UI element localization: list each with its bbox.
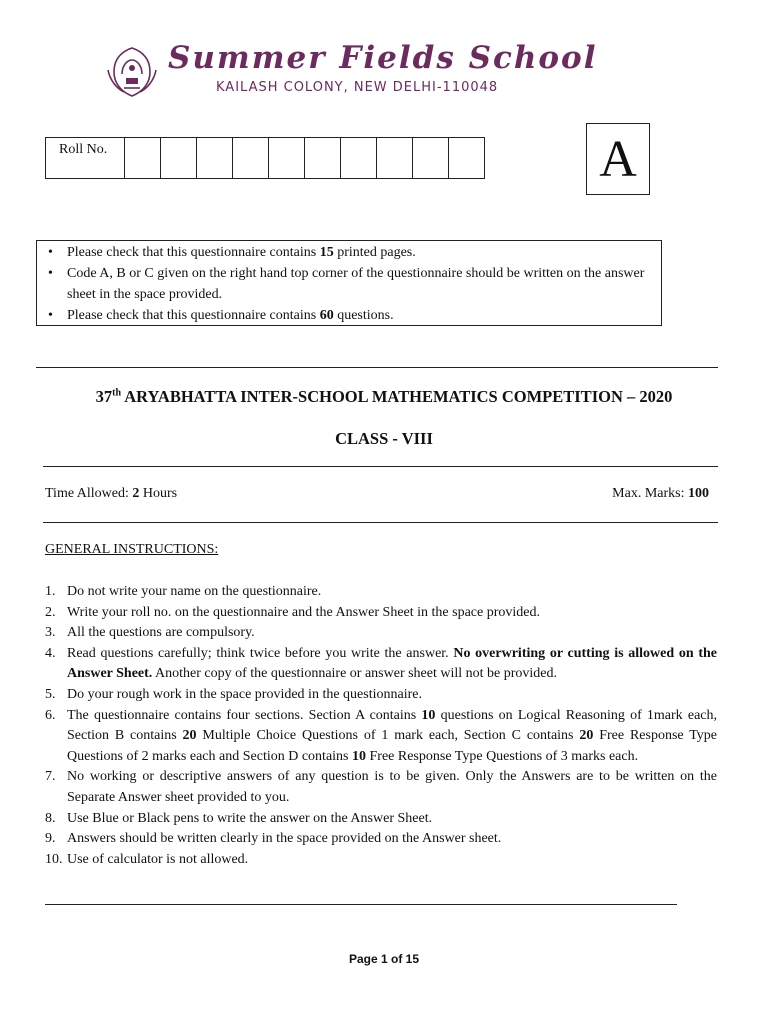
time-allowed: Time Allowed: 2 Hours (45, 486, 178, 501)
school-address: KAILASH COLONY, NEW DELHI-110048 (216, 80, 499, 95)
instruction-number: 7. (45, 769, 56, 785)
instruction-item: 6. The questionnaire contains four sections. Section A contains 10 questions on Logical Reasoning of 1mark each, Section B contains 20 Multiple Choice Questions of 1 mark each, Section C contains 20 Free Response Type Questions of 2 marks each and Section D contains 10 Free Response Type Questions of 3 marks each. (45, 707, 717, 764)
roll-number-cell[interactable] (341, 138, 377, 178)
notice-box (36, 240, 662, 326)
roll-number-cell[interactable] (377, 138, 413, 178)
roll-number-cell[interactable] (125, 138, 161, 178)
instruction-number: 6. (45, 707, 56, 723)
class-title: CLASS - VIII (335, 429, 433, 448)
divider (43, 522, 718, 523)
page-number: Page 1 of 15 (348, 952, 420, 966)
instruction-item: 8. Use Blue or Black pens to write the answer on the Answer Sheet. (45, 809, 717, 830)
general-instructions-title: GENERAL INSTRUCTIONS: (45, 542, 219, 557)
school-name: Summer Fields School (168, 40, 598, 76)
instruction-item: 2. Write your roll no. on the questionnaire and the Answer Sheet in the space provided. (45, 603, 717, 624)
roll-number-cell[interactable] (233, 138, 269, 178)
divider (43, 466, 718, 467)
divider (36, 367, 718, 368)
instruction-item: 5. Do your rough work in the space provided in the questionnaire. (45, 685, 717, 706)
roll-number-label: Roll No. (46, 138, 125, 178)
roll-number-cell[interactable] (413, 138, 449, 178)
roll-number-cell[interactable] (269, 138, 305, 178)
instruction-number: 1. (45, 584, 56, 599)
divider (45, 904, 677, 905)
roll-number-cell[interactable] (197, 138, 233, 178)
competition-title: 37th ARYABHATTA INTER-SCHOOL MATHEMATICS COMPETITION – 2020 (95, 387, 673, 406)
instruction-item: 1. Do not write your name on the questionnaire. (45, 582, 717, 603)
roll-number-cell[interactable] (161, 138, 197, 178)
instruction-number: 9. (45, 831, 56, 847)
instruction-number: 3. (45, 625, 56, 641)
instruction-item: 3. All the questions are compulsory. (45, 623, 717, 644)
instruction-number: 4. (45, 645, 56, 661)
roll-number-cell[interactable] (305, 138, 341, 178)
instruction-number: 5. (45, 686, 56, 702)
instruction-item: 7. No working or descriptive answers of any question is to be given. Only the Answers are to be written on the Separate Answer sheet provided to you. (45, 769, 717, 805)
notice-item: • Code A, B or C given on the right hand top corner of the questionnaire should be written on the answer sheet in the space provided. (45, 263, 653, 305)
notice-item: • Please check that this questionnaire contains 60 questions. (45, 305, 653, 326)
instruction-number: 8. (45, 810, 56, 826)
instruction-item: 4. Read questions carefully; think twice before you write the answer. No overwriting or cutting is allowed on the Answer Sheet. Another copy of the questionnaire or answer sheet will not be provided. (45, 645, 717, 682)
roll-number-cell[interactable] (449, 138, 484, 178)
instruction-item: 9. Answers should be written clearly in the space provided on the Answer sheet. (45, 829, 717, 850)
instruction-item: 10. Use of calculator is not allowed. (45, 850, 717, 871)
school-crest-icon (104, 44, 160, 100)
instruction-number: 10. (45, 851, 63, 867)
instruction-number: 2. (45, 604, 56, 620)
max-marks: Max. Marks: 100 (612, 486, 709, 501)
instructions-list (45, 582, 717, 870)
questionnaire-code: A (586, 123, 650, 195)
roll-number-grid (45, 137, 485, 179)
notice-item: • Please check that this questionnaire contains 15 printed pages. (45, 242, 653, 263)
